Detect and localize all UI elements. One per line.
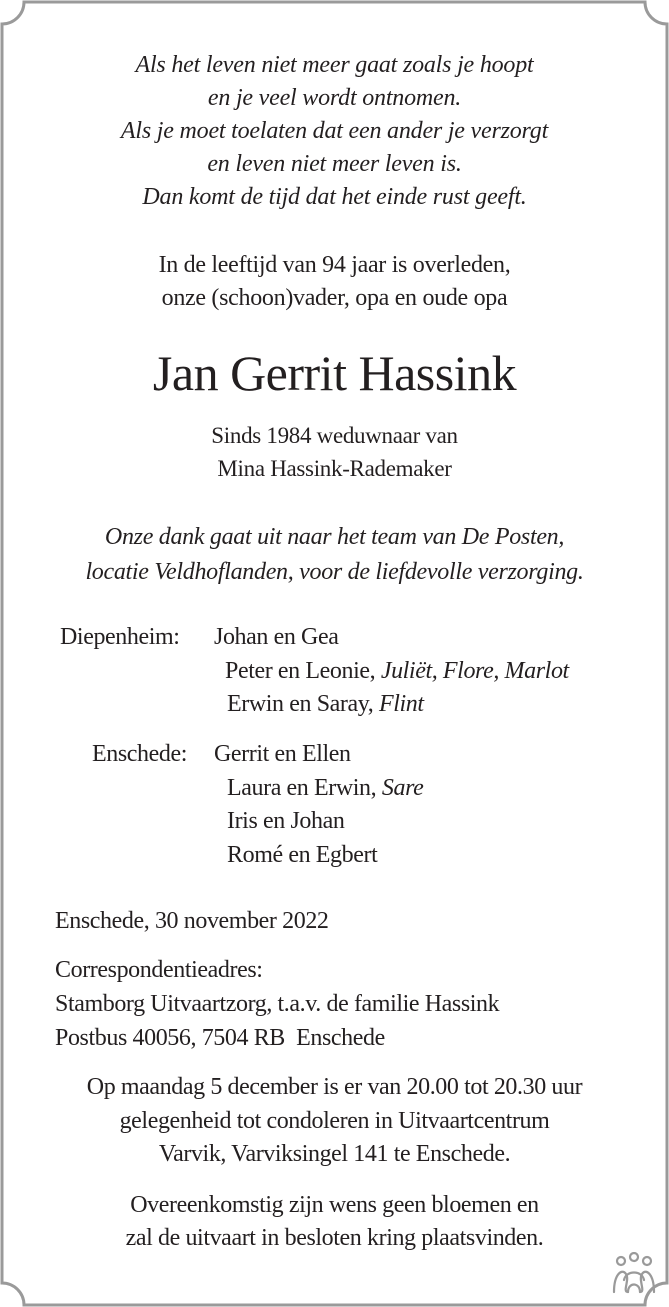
family-names: Iris en Johan (227, 808, 345, 834)
family-names: Romé en Egbert (227, 842, 378, 868)
family-people-icon (612, 1252, 656, 1294)
intro-line: onze (schoon)vader, opa en oude opa (161, 285, 508, 311)
poem-line: Dan komt de tijd dat het einde rust geeft. (142, 184, 527, 210)
widower-line: Sinds 1984 weduwnaar van (211, 423, 458, 448)
poem-line: en je veel wordt ontnomen. (207, 85, 462, 111)
place-date: Enschede, 30 november 2022 (55, 908, 329, 934)
correspondence-label: Correspondentieadres: (55, 957, 263, 983)
widower-line: Mina Hassink-Rademaker (217, 456, 452, 481)
family-place-label: Enschede: (92, 741, 188, 767)
family-entry (227, 842, 377, 869)
family-children: Juliët, Flore, Marlot (380, 658, 569, 684)
family-children: Flint (379, 691, 424, 717)
family-names: Erwin en Saray, (227, 691, 374, 717)
family-children: Sare (381, 775, 424, 801)
family-entry (214, 624, 338, 651)
family-entry (214, 741, 351, 768)
correspondence-line: Postbus 40056, 7504 RB Enschede (55, 1025, 385, 1051)
family-place-label: Diepenheim: (60, 624, 180, 650)
correspondence-line: Stamborg Uitvaartzorg, t.a.v. de familie Hassink (55, 991, 500, 1017)
family-names: Gerrit en Ellen (214, 741, 351, 767)
family-names: Johan en Gea (214, 624, 339, 650)
family-entry (227, 775, 423, 802)
closing-line: Overeenkomstig zijn wens geen bloemen en (130, 1192, 539, 1218)
family-entry (225, 658, 569, 685)
family-entry (227, 691, 424, 718)
poem-line: Als het leven niet meer gaat zoals je hoopt (135, 52, 534, 78)
condolence-line: Op maandag 5 december is er van 20.00 tot 20.30 uur (86, 1074, 583, 1100)
deceased-name: Jan Gerrit Hassink (152, 345, 517, 401)
thanks-line: Onze dank gaat uit naar het team van De Posten, (104, 524, 565, 550)
family-names: Peter en Leonie, (225, 658, 376, 684)
thanks-line: locatie Veldhoflanden, voor de liefdevolle verzorging. (85, 559, 584, 585)
family-entry (227, 808, 344, 835)
condolence-line: gelegenheid tot condoleren in Uitvaartcentrum (119, 1108, 550, 1134)
family-names: Laura en Erwin, (227, 775, 377, 801)
poem-line: Als je moet toelaten dat een ander je verzorgt (120, 118, 549, 144)
closing-line: zal de uitvaart in besloten kring plaatsvinden. (125, 1225, 544, 1251)
condolence-line: Varvik, Varviksingel 141 te Enschede. (158, 1141, 511, 1167)
poem-line: en leven niet meer leven is. (207, 151, 462, 177)
intro-line: In de leeftijd van 94 jaar is overleden, (158, 252, 511, 278)
